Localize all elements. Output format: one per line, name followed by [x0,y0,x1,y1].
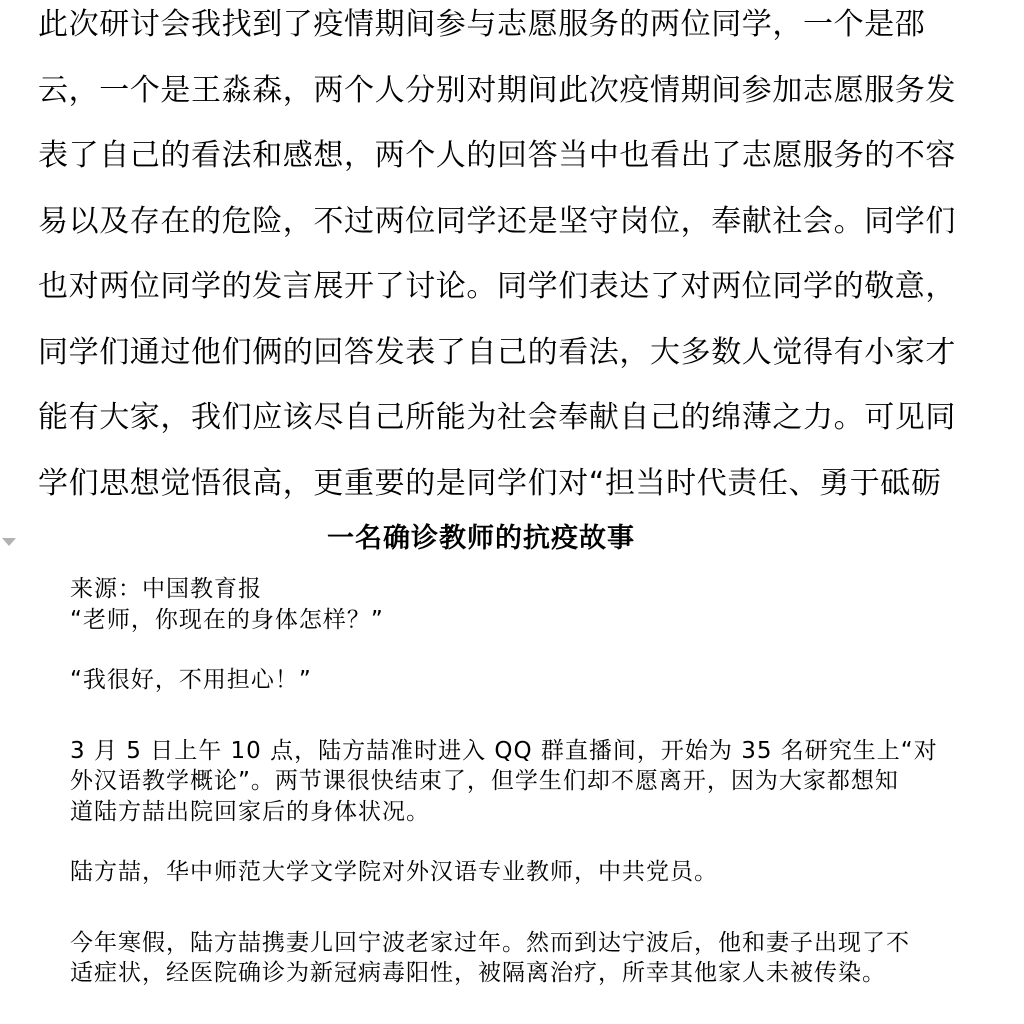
article-paragraph-line: 3 月 5 日上午 10 点，陆方喆准时进入 QQ 群直播间，开始为 35 名研究生上“对 [70,737,938,764]
article-paragraph [70,736,990,828]
article-source-line: 来源：中国教育报 [70,576,262,602]
article-title: 一名确诊教师的抗疫故事 [327,523,635,554]
top-paragraph [38,0,990,516]
article-paragraph [70,928,990,989]
article-paragraph-line: 适症状，经医院确诊为新冠病毒阳性，被隔离治疗，所幸其他家人未被传染。 [70,960,886,986]
top-paragraph-line: 易以及存在的危险，不过两位同学还是坚守岗位，奉献社会。同学们 [38,203,956,239]
article-quote-line: “我很好，不用担心！” [70,667,312,693]
top-paragraph-line: 此次研讨会我找到了疫情期间参与志愿服务的两位同学，一个是邵 [38,7,926,42]
article-paragraph-line: 今年寒假，陆方喆携妻儿回宁波老家过年。然而到达宁波后，他和妻子出现了不 [70,929,910,956]
top-paragraph-line: 也对两位同学的发言展开了讨论。同学们表达了对两位同学的敬意， [38,269,956,304]
top-paragraph-line: 同学们通过他们俩的回答发表了自己的看法，大多数人觉得有小家才 [38,334,956,370]
top-paragraph-line: 表了自己的看法和感想，两个人的回答当中也看出了志愿服务的不容 [38,138,956,173]
article-paragraph-line: 道陆方喆出院回家后的身体状况。 [70,798,430,825]
article-quote-line: “老师，你现在的身体怎样？” [70,606,384,633]
top-paragraph-line: 云，一个是王淼森，两个人分别对期间此次疫情期间参加志愿服务发 [38,72,956,108]
top-paragraph-line: 能有大家，我们应该尽自己所能为社会奉献自己的绵薄之力。可见同 [38,400,956,435]
article-affiliation-line: 陆方喆，华中师范大学文学院对外汉语专业教师，中共党员。 [70,859,718,885]
article-body [70,574,990,989]
article-paragraph-line: 外汉语教学概论”。两节课很快结束了，但学生们却不愿离开，因为大家都想知 [70,768,899,794]
top-paragraph-line: 学们思想觉悟很高，更重要的是同学们对“担当时代责任、勇于砥砺 [38,465,942,501]
